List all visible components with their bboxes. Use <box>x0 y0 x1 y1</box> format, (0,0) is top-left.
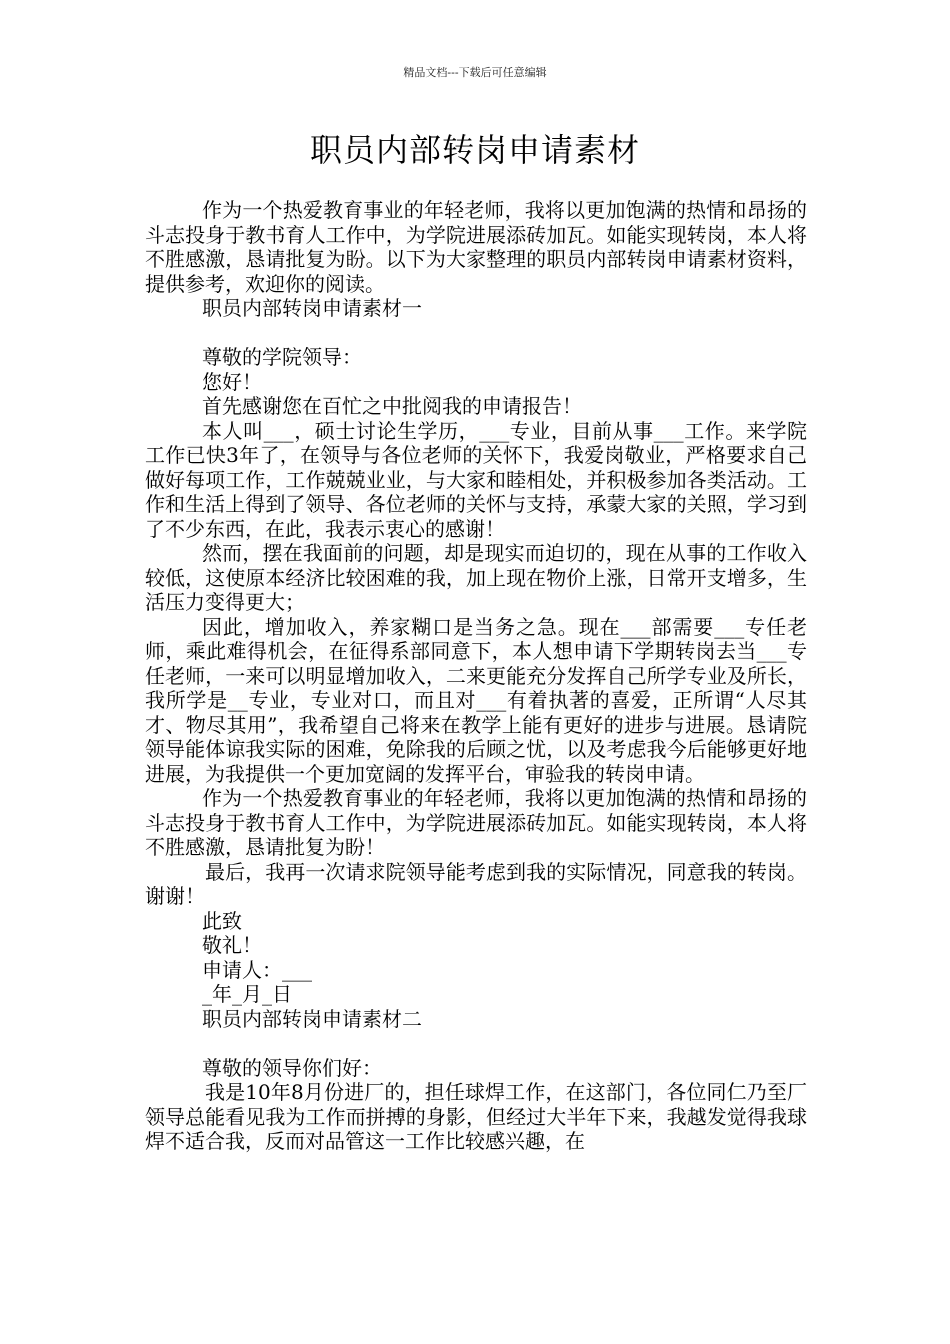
section1-paragraph: 因此，增加收入，养家糊口是当务之急。现在___部需要___专任老师，乘此难得机会，在征得系部同意下，本人想申请下学期转岗去当___专任老师，一来可以明显增加收入，二来更能充分发挥自己所学专业及所长，我所学是__专业，专业对口，而且对___有着执著的喜爱，正所谓“人尽其才、物尽其用”，我希望自己将来在教学上能有更好的进步与进展。恳请院领导能体谅我实际的困难，免除我的后顾之忧，以及考虑我今后能够更好地进展，为我提供一个更加宽阔的发挥平台，审验我的转岗申请。 <box>145 614 807 786</box>
document-body <box>145 198 807 1154</box>
header-note: 精品文档---下载后可任意编辑 <box>403 66 547 79</box>
section1-greeting: 您好！ <box>202 369 262 394</box>
section1-paragraph: 然而，摆在我面前的问题，却是现实而迫切的，现在从事的工作收入较低，这使原本经济比较困难的我，加上现在物价上涨，日常开支增多，生活压力变得更大； <box>145 541 807 614</box>
section1-paragraph: 本人叫___，硕士讨论生学历，___专业，目前从事___工作。来学院工作已快3年了，在领导与各位老师的关怀下，我爱岗敬业，严格要求自己做好每项工作，工作兢兢业业，与大家和睦相处，并积极参加各类活动。工作和生活上得到了领导、各位老师的关怀与支持，承蒙大家的关照，学习到了不少东西，在此，我表示衷心的感谢！ <box>145 418 807 541</box>
section1-salutation: 尊敬的学院领导： <box>202 345 362 369</box>
section1-paragraph: 最后，我再一次请求院领导能考虑到我的实际情况，同意我的转岗。谢谢！ <box>145 859 807 908</box>
intro-paragraph: 作为一个热爱教育事业的年轻老师，我将以更加饱满的热情和昂扬的斗志投身于教书育人工作中，为学院进展添砖加瓦。如能实现转岗，本人将不胜感激，恳请批复为盼。以下为大家整理的职员内部转岗申请素材资料，提供参考，欢迎你的阅读。 <box>145 198 807 296</box>
section1-closing2: 敬礼！ <box>202 933 262 957</box>
section1-applicant: 申请人：___ <box>202 957 312 982</box>
section2-salutation: 尊敬的领导你们好： <box>202 1055 382 1080</box>
section1-closing1: 此致 <box>202 908 242 933</box>
document-title: 职员内部转岗申请素材 <box>309 131 640 169</box>
section2-heading: 职员内部转岗申请素材二 <box>202 1006 422 1031</box>
blank-line <box>145 321 807 346</box>
section1-heading: 职员内部转岗申请素材一 <box>202 296 422 320</box>
section2-paragraph: 我是10年8月份进厂的，担任球焊工作，在这部门，各位同仁乃至厂领导总能看见我为工作而拼搏的身影，但经过大半年下来，我越发觉得我球焊不适合我，反而对品管这一工作比较感兴趣，在 <box>145 1080 807 1153</box>
section1-date: _年_月_日 <box>202 982 292 1006</box>
section1-thanks: 首先感谢您在百忙之中批阅我的申请报告！ <box>202 394 582 418</box>
blank-line <box>145 1031 807 1056</box>
section1-paragraph: 作为一个热爱教育事业的年轻老师，我将以更加饱满的热情和昂扬的斗志投身于教书育人工作中，为学院进展添砖加瓦。如能实现转岗，本人将不胜感激，恳请批复为盼！ <box>145 786 807 859</box>
